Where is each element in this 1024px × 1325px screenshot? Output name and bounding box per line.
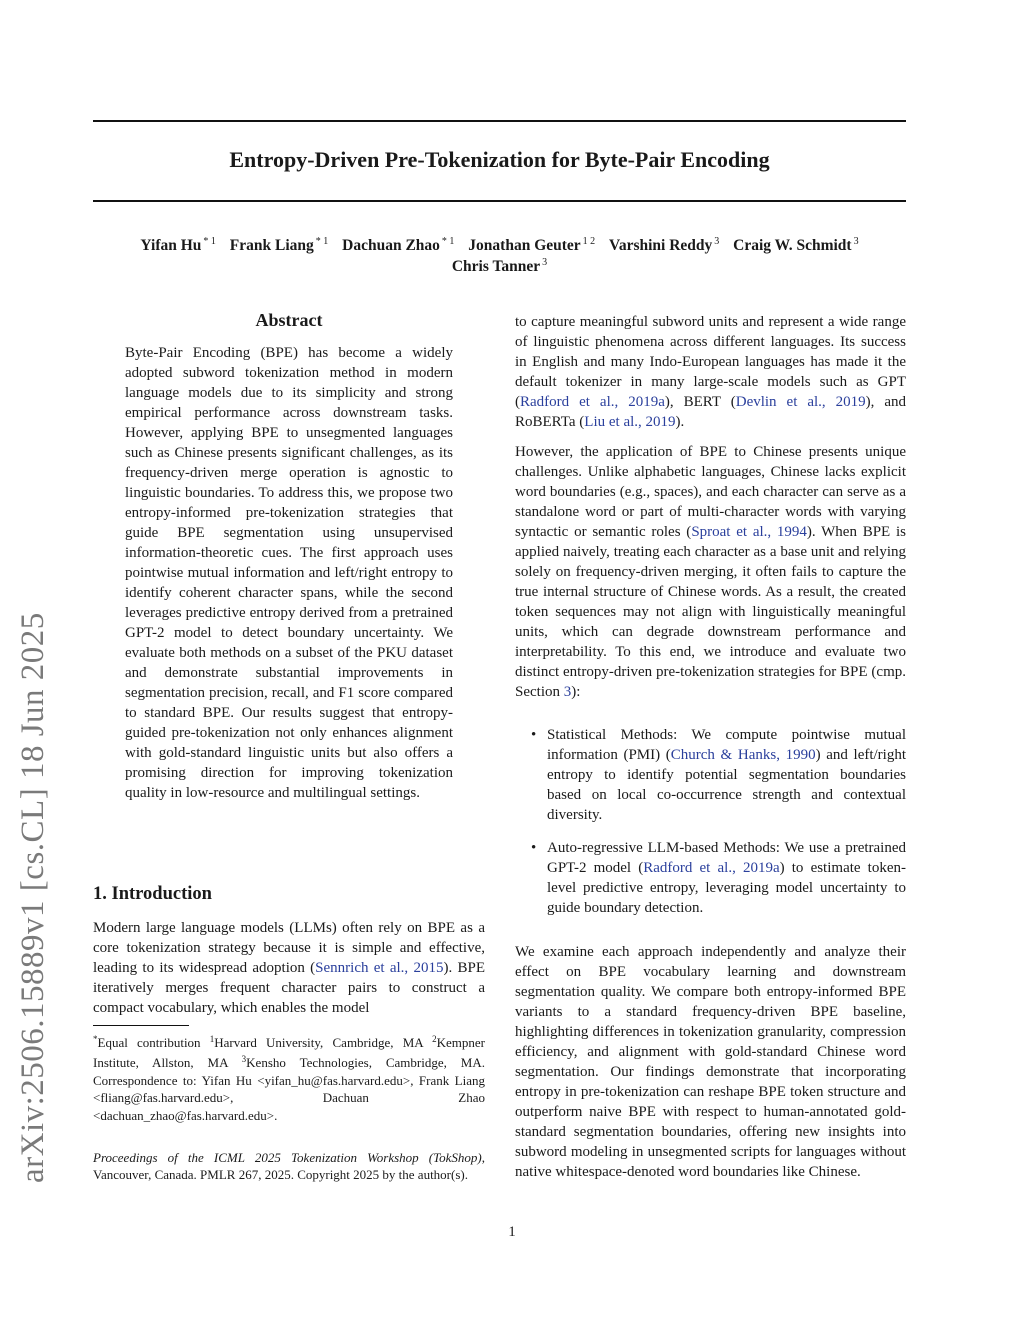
author-list — [93, 236, 906, 255]
proceedings-note: Proceedings of the ICML 2025 Tokenization Workshop (TokShop), Vancouver, Canada. PMLR 267, 2025. Copyright 2025 by the author(s). — [93, 1150, 485, 1183]
author-list-line-2 — [93, 257, 906, 276]
top-rule — [93, 120, 906, 122]
title-bottom-rule — [93, 200, 906, 202]
right-paragraph: to capture meaningful subword units and represent a wide range of linguistic phenomena across different languages. Its success in English and many Indo-European languages has made it the default tokenizer in many large-scale models such as GPT (Radford et al., 2019a), BERT (Devlin et al., 2019), and RoBERTa (Liu et al., 2019). — [515, 314, 906, 430]
right-paragraph: We examine each approach independently and analyze their effect on BPE vocabulary learning and downstream segmentation quality. We compare both entropy-informed BPE variants to a standard frequency-driven BPE baseline, highlighting differences in tokenization granularity, compression efficiency, and alignment with gold-standard Chinese word segmentation. Our findings demonstrate that incorporating entropy in pre-tokenization can reshape BPE token structure and outperform naive BPE with respect to human-annotated gold-standard segmentation boundaries, offering new insights into subword modeling in unsegmented scripts for languages without native whitespace-denoted word boundaries like Chinese. — [515, 944, 906, 1180]
list-item: • Auto-regressive LLM-based Methods: We use a pretrained GPT-2 model (Radford et al., 2019a) to estimate token-level predictive entropy, leveraging model uncertainty to guide boundary detection. — [531, 840, 907, 916]
citation-link[interactable]: Devlin et al., 2019 — [735, 394, 866, 410]
bullet-icon: • — [531, 727, 537, 743]
footnote-rule — [93, 1025, 189, 1026]
paper-title: Entropy-Driven Pre-Tokenization for Byte-Pair Encoding — [229, 147, 770, 172]
page-number: 1 — [508, 1224, 516, 1240]
abstract-text: Byte-Pair Encoding (BPE) has become a widely adopted subword tokenization method in modern language models due to its simplicity and strong empirical performance across downstream tasks. However, applying BPE to unsegmented languages such as Chinese presents significant challenges, as its frequency-driven merge operation is agnostic to linguistic boundaries. To address this, we propose two entropy-informed pre-tokenization strategies that guide BPE segmentation using unsupervised information-theoretic cues. The first approach uses pointwise mutual information and left/right entropy to identify coherent character spans, while the second leverages predictive entropy derived from a pretrained GPT-2 model to detect boundary uncertainty. We evaluate both methods on a subset of the PKU dataset and demonstrate substantial improvements in segmentation precision, recall, and F1 score compared to standard BPE. Our results suggest that entropy-guided pre-tokenization not only enhances alignment with gold-standard linguistic units but also offers a promising direction for improving tokenization quality in low-resource and multilingual settings. — [125, 345, 453, 801]
author: Dachuan Zhao $^{* 1}$ — [342, 236, 455, 254]
abstract-heading: Abstract — [255, 310, 323, 330]
citation-link[interactable]: Sennrich et al., 2015 — [315, 960, 444, 976]
citation-link[interactable]: Church & Hanks, 1990 — [670, 747, 816, 763]
right-paragraph: However, the application of BPE to Chinese presents unique challenges. Unlike alphabetic languages, Chinese lacks explicit word boundaries (e.g., spaces), and each character can serve as a standalone word or part of multi-character words with varying syntactic or semantic roles (Sproat et al., 1994). When BPE is applied naively, treating each character as a base unit and relying solely on frequency-driven merging, it often fails to capture the true internal structure of Chinese words. As a result, the created token sequences may not align with linguistically meaningful units, which can degrade downstream performance and interpretability. To this end, we introduce and evaluate two distinct entropy-driven pre-tokenization strategies for BPE (cmp. Section 3): — [515, 444, 906, 700]
arxiv-stamp[interactable]: arXiv:2506.15889v1 [cs.CL] 18 Jun 2025 — [15, 612, 51, 1183]
introduction-paragraph: Modern large language models (LLMs) often rely on BPE as a core tokenization strategy because it is simple and effective, leading to its widespread adoption (Sennrich et al., 2015). BPE iteratively merges frequent character pairs to construct a compact vocabulary, which enables the model — [93, 920, 485, 1016]
citation-link[interactable]: Liu et al., 2019 — [584, 414, 676, 430]
author: Yifan Hu $^{* 1}$ — [140, 236, 216, 254]
citation-link[interactable]: Radford et al., 2019a — [643, 860, 780, 876]
author: Chris Tanner $^3$ — [451, 257, 548, 275]
author: Frank Liang $^{* 1}$ — [229, 236, 329, 254]
citation-link[interactable]: Sproat et al., 1994 — [691, 524, 807, 540]
author: Craig W. Schmidt $^3$ — [733, 236, 859, 254]
citation-link[interactable]: Radford et al., 2019a — [520, 394, 665, 410]
list-item: • Statistical Methods: We compute pointwise mutual information (PMI) (Church & Hanks, 1990) and left/right entropy to identify potential segmentation boundaries based on local co-occurrence strength and contextual diversity. — [531, 727, 907, 823]
bullet-icon: • — [531, 840, 537, 856]
section-reference-link[interactable]: 3 — [563, 684, 572, 700]
section-heading-introduction: 1. Introduction — [93, 884, 212, 904]
author: Varshini Reddy $^3$ — [609, 236, 720, 254]
affiliation-footnote: *Equal contribution $^1$Harvard University, Cambridge, MA $^2$Kempner Institute, Allston, MA $^3$Kensho Technologies, Cambridge, MA. Correspondence to: Yifan Hu <yifan_hu@fas.harvard.edu>, Frank Liang <fliang@fas.harvard.edu>, Dachuan Zhao <dachuan_zhao@fas.harvard.edu>. — [93, 1034, 485, 1123]
author: Jonathan Geuter $^{1 2}$ — [468, 236, 596, 254]
